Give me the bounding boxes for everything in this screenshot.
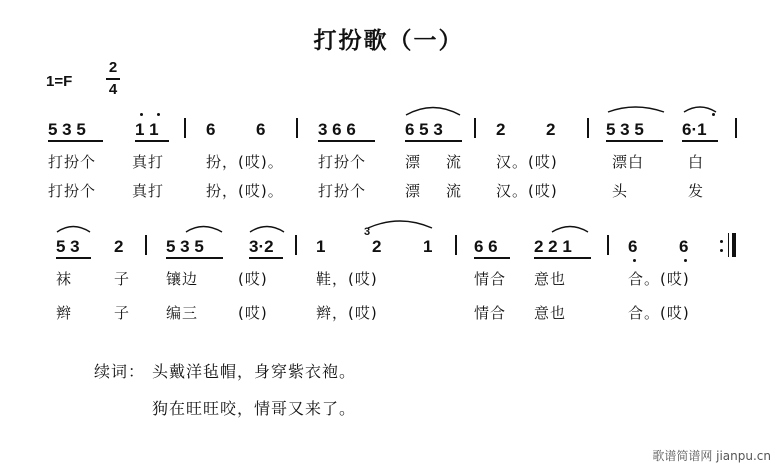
lyric-word: 镶边 — [166, 270, 199, 288]
lyric-word: 汉。(哎) — [496, 182, 558, 200]
note: 2 — [546, 120, 556, 139]
song-title: 打扮歌（一） — [313, 28, 464, 54]
note: 6 — [628, 237, 638, 256]
lyric-word: 流 — [446, 153, 463, 171]
grace-note: 3 — [364, 226, 371, 238]
lyric-word: 打扮个 — [318, 153, 367, 171]
note-group: 5 3 5 — [48, 120, 86, 139]
note: 6 — [206, 120, 216, 139]
note-group: 6·1 — [682, 120, 707, 139]
lyric-word: (哎) — [238, 270, 268, 288]
lyric-word: 真打 — [132, 153, 165, 171]
note-group: 1 1 — [135, 120, 159, 139]
note: 6 — [679, 237, 689, 256]
time-signature-bottom: 4 — [108, 81, 118, 98]
lyric-word: 意也 — [534, 304, 567, 322]
lyric-word: 白 — [688, 153, 705, 171]
note-group: 5 3 5 — [166, 237, 204, 256]
lyric-word: 发 — [688, 182, 705, 200]
lyric-word: 袜 — [56, 270, 73, 288]
note: 1 — [423, 237, 433, 256]
note: 2 — [496, 120, 506, 139]
watermark: 歌谱简谱网 jianpu.cn — [652, 449, 771, 463]
lyric-word: 扮，(哎)。 — [206, 182, 284, 200]
lyric-word: 情合 — [474, 270, 507, 288]
lyric-word: 意也 — [534, 270, 567, 288]
note: 1 — [316, 237, 326, 256]
lyric-word: 汉。(哎) — [496, 153, 558, 171]
time-signature-top: 2 — [108, 59, 118, 76]
lyric-word: 编三 — [166, 304, 199, 322]
lyric-word: 打扮个 — [48, 153, 97, 171]
note-group: 3·2 — [249, 237, 274, 256]
lyric-word: 头 — [612, 182, 629, 200]
lyric-word: 真打 — [132, 182, 165, 200]
lyric-word: 辫 — [56, 304, 73, 322]
lyric-word: 情合 — [474, 304, 507, 322]
lyric-word: 子 — [114, 304, 131, 322]
lyric-word: 子 — [114, 270, 131, 288]
lyric-word: 打扮个 — [48, 182, 97, 200]
lyric-word: 漂 — [405, 182, 422, 200]
note: 6 — [256, 120, 266, 139]
note-group: 2 2 1 — [534, 237, 572, 256]
lyric-word: 鞋，(哎) — [316, 270, 378, 288]
note-group: 6 6 — [474, 237, 498, 256]
lyric-word: 漂 — [405, 153, 422, 171]
key-signature: 1=F — [46, 73, 73, 90]
note: 2 — [372, 237, 382, 256]
lyric-word: (哎) — [238, 304, 268, 322]
lyric-word: 辫，(哎) — [316, 304, 378, 322]
verse-line: 狗在旺旺咬，情哥又来了。 — [152, 399, 357, 418]
lyric-word: 打扮个 — [318, 182, 367, 200]
note-group: 3 6 6 — [318, 120, 356, 139]
verse-line: 头戴洋毡帽，身穿紫衣袍。 — [152, 362, 357, 381]
lyric-word: 扮，(哎)。 — [206, 153, 284, 171]
verse-label: 续词： — [94, 362, 146, 381]
note-group: 5 3 — [56, 237, 80, 256]
lyric-word: 漂白 — [612, 153, 645, 171]
note-group: 6 5 3 — [405, 120, 443, 139]
note-group: 5 3 5 — [606, 120, 644, 139]
note: 2 — [114, 237, 124, 256]
lyric-word: 合。(哎) — [628, 270, 690, 288]
lyric-word: 流 — [446, 182, 463, 200]
lyric-word: 合。(哎) — [628, 304, 690, 322]
